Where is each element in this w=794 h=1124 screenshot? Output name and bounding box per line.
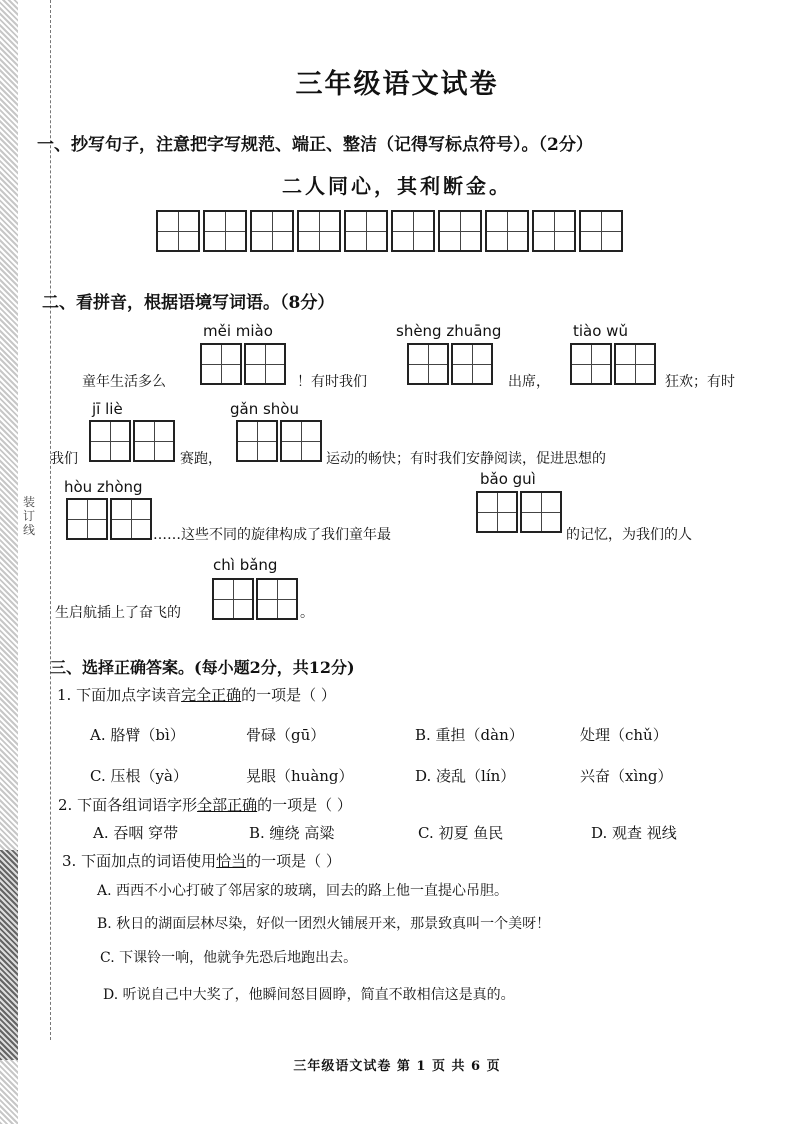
writing-cell[interactable] xyxy=(280,420,322,462)
pinyin-8: chì bǎng xyxy=(213,556,278,574)
stem-text: 2. 下面各组词语字形 xyxy=(58,796,198,814)
answer-box-chibang[interactable] xyxy=(212,578,300,620)
q1-writing-grid[interactable] xyxy=(156,210,623,252)
stem-text: 的一项是（ ） xyxy=(246,852,341,870)
q3-1-option-d1[interactable]: D. 凌乱（lín） xyxy=(415,767,516,785)
answer-box-baogui[interactable] xyxy=(476,491,564,533)
q1-sentence: 二人同心，其利断金。 xyxy=(282,174,512,198)
q2-heading: 二、看拼音，根据语境写词语。（8分） xyxy=(42,293,335,313)
writing-cell[interactable] xyxy=(520,491,562,533)
answer-box-houzhong[interactable] xyxy=(66,498,154,540)
pinyin-1: měi miào xyxy=(203,322,273,340)
writing-cell[interactable] xyxy=(438,210,482,252)
writing-cell[interactable] xyxy=(391,210,435,252)
q3-3-option-a[interactable]: A. 西西不小心打破了邻居家的玻璃，回去的路上他一直提心吊胆。 xyxy=(97,883,509,899)
writing-cell[interactable] xyxy=(579,210,623,252)
q3-1-option-b2: 处理（chǔ） xyxy=(580,726,668,744)
q3-1-option-b1[interactable]: B. 重担（dàn） xyxy=(415,726,524,744)
binding-line-label: 装订线 xyxy=(23,495,36,537)
writing-cell[interactable] xyxy=(570,343,612,385)
pinyin-2: shèng zhuāng xyxy=(396,322,502,340)
q2-text: 运动的畅快；有时我们安静阅读，促进思想的 xyxy=(326,451,606,467)
writing-cell[interactable] xyxy=(212,578,254,620)
q3-3-option-b[interactable]: B. 秋日的湖面层林尽染，好似一团烈火铺展开来，那景致真叫一个美呀！ xyxy=(97,916,551,932)
q2-text: 出席， xyxy=(508,374,550,390)
writing-cell[interactable] xyxy=(89,420,131,462)
stem-text: 的一项是（ ） xyxy=(241,686,336,704)
q2-text: ！有时我们 xyxy=(297,374,367,390)
stem-text: 3. 下面加点的词语使用 xyxy=(62,852,217,870)
writing-cell[interactable] xyxy=(344,210,388,252)
stem-keyword: 恰当 xyxy=(216,852,247,870)
q3-3-option-c[interactable]: C. 下课铃一响，他就争先恐后地跑出去。 xyxy=(100,950,358,966)
pinyin-4: jī liè xyxy=(92,400,123,418)
binding-dashed-line xyxy=(50,0,51,1040)
writing-cell[interactable] xyxy=(256,578,298,620)
writing-cell[interactable] xyxy=(451,343,493,385)
q3-3-option-d[interactable]: D. 听说自己中大奖了，他瞬间怒目圆睁，简直不敢相信这是真的。 xyxy=(103,987,515,1003)
q2-text: 童年生活多么 xyxy=(82,374,166,390)
q3-item1-stem xyxy=(57,684,336,705)
q3-1-option-d2: 兴奋（xìng） xyxy=(580,767,673,785)
writing-cell[interactable] xyxy=(250,210,294,252)
q1-heading: 一、抄写句子，注意把字写规范、端正、整洁（记得写标点符号）。（2分） xyxy=(37,135,593,155)
q2-text: 赛跑， xyxy=(180,451,222,467)
writing-cell[interactable] xyxy=(133,420,175,462)
q2-text: 狂欢；有时 xyxy=(665,374,735,390)
q2-text: 生启航插上了奋飞的 xyxy=(55,605,181,621)
q2-text: 。 xyxy=(300,605,314,621)
pinyin-5: gǎn shòu xyxy=(230,400,299,418)
stem-keyword: 全部正确 xyxy=(197,796,258,814)
q3-heading: 三、选择正确答案。(每小题2分，共12分) xyxy=(50,658,355,677)
pinyin-3: tiào wǔ xyxy=(573,322,628,340)
answer-box-tiaowu[interactable] xyxy=(570,343,658,385)
answer-box-shengzhuang[interactable] xyxy=(407,343,495,385)
writing-cell[interactable] xyxy=(407,343,449,385)
writing-cell[interactable] xyxy=(200,343,242,385)
writing-cell[interactable] xyxy=(297,210,341,252)
binding-margin-pattern-dark xyxy=(0,850,18,1060)
writing-cell[interactable] xyxy=(476,491,518,533)
q3-1-option-a2: 骨碌（gū） xyxy=(246,726,326,744)
page-footer: 三年级语文试卷 第 1 页 共 6 页 xyxy=(293,1059,501,1074)
q3-1-option-c2: 晃眼（huàng） xyxy=(246,767,354,785)
q3-2-option-c[interactable]: C. 初夏 鱼民 xyxy=(418,824,504,842)
stem-text: 的一项是（ ） xyxy=(257,796,352,814)
writing-cell[interactable] xyxy=(614,343,656,385)
q2-text: ……这些不同的旋律构成了我们童年最 xyxy=(153,527,391,543)
writing-cell[interactable] xyxy=(156,210,200,252)
writing-cell[interactable] xyxy=(203,210,247,252)
pinyin-7: bǎo guì xyxy=(480,470,536,488)
answer-box-meimiao[interactable] xyxy=(200,343,288,385)
q3-1-option-c1[interactable]: C. 压根（yà） xyxy=(90,767,188,785)
q3-1-option-a1[interactable]: A. 胳臂（bì） xyxy=(90,726,185,744)
q2-text: 我们 xyxy=(50,451,78,467)
q3-item3-stem xyxy=(62,850,341,871)
stem-text: 1. 下面加点字读音 xyxy=(57,686,182,704)
pinyin-6: hòu zhòng xyxy=(64,478,143,496)
q3-2-option-d[interactable]: D. 观查 视线 xyxy=(591,824,677,842)
writing-cell[interactable] xyxy=(532,210,576,252)
writing-cell[interactable] xyxy=(110,498,152,540)
writing-cell[interactable] xyxy=(244,343,286,385)
q3-item2-stem xyxy=(58,794,352,815)
q3-2-option-a[interactable]: A. 吞咽 穿带 xyxy=(93,824,179,842)
writing-cell[interactable] xyxy=(66,498,108,540)
answer-box-jilie[interactable] xyxy=(89,420,177,462)
stem-keyword: 完全正确 xyxy=(181,686,242,704)
writing-cell[interactable] xyxy=(236,420,278,462)
writing-cell[interactable] xyxy=(485,210,529,252)
answer-box-ganshou[interactable] xyxy=(236,420,324,462)
page-title: 三年级语文试卷 xyxy=(295,69,499,100)
q3-2-option-b[interactable]: B. 缠绕 高粱 xyxy=(249,824,335,842)
q2-text: 的记忆，为我们的人 xyxy=(566,527,692,543)
